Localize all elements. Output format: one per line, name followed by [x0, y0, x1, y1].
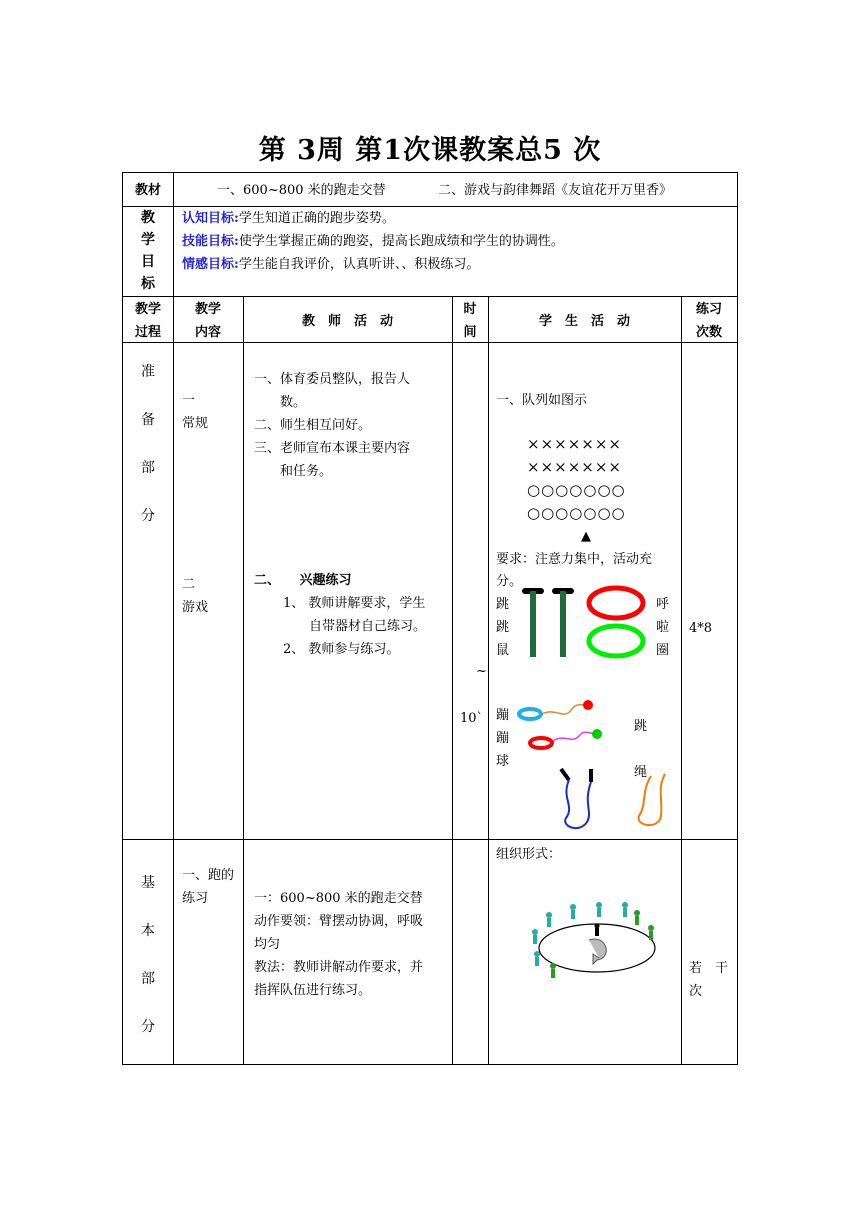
- material-label: 教材: [135, 183, 162, 198]
- prep-content-game: 二 游戏: [182, 577, 209, 615]
- label-tiaotiaoshu: 跳 跳 鼠: [496, 597, 510, 658]
- prep-section-label: 准 备 部 分: [141, 364, 155, 524]
- col-header-process: 教学 过程: [134, 302, 161, 340]
- lesson-plan-table: [122, 172, 738, 1065]
- col-header-count: 练习 次数: [695, 302, 722, 340]
- main-content-running: 一、跑的 练习: [182, 868, 235, 906]
- prep-game-title: 二、 兴趣练习: [254, 573, 352, 588]
- col-header-content: 教学 内容: [194, 302, 221, 340]
- objective-cognitive: 认知目标:学生知道正确的跑步姿势。: [182, 211, 395, 226]
- prep-requirement: 要求：注意力集中，活动充 分。: [496, 552, 653, 589]
- col-header-student: 学 生 活 动: [538, 314, 630, 329]
- label-tiaosheng: 跳 绳: [634, 719, 648, 780]
- teacher-marker-icon: ▲: [581, 529, 591, 544]
- label-bengbengqiu: 蹦 蹦 球: [496, 708, 510, 769]
- pogo-stick-icon: [521, 585, 581, 660]
- jump-rope-icon: [561, 768, 701, 838]
- material-item-2: 二、游戏与韵律舞蹈《友谊花开万里香》: [438, 183, 673, 198]
- prep-teacher-activities: 一、体育委员整队，报告人 数。 二、师生相互问好。 三、老师宣布本课主要内容 和任务。: [254, 372, 411, 479]
- label-hulaquan: 呼 啦 圈: [656, 597, 670, 658]
- prep-count: 4*8: [689, 621, 713, 636]
- prep-time-value: 10`: [460, 711, 484, 726]
- main-section-label: 基 本 部 分: [141, 875, 155, 1035]
- hula-hoop-icon: [583, 585, 649, 665]
- running-track-diagram: [527, 898, 667, 988]
- page-title: 第 3周 第1次课教案总5 次: [258, 135, 602, 166]
- prep-game-items: 1、 教师讲解要求，学生 自带器材自己练习。 2、 教师参与练习。: [283, 596, 427, 657]
- material-item-1: 一、600~800 米的跑走交替: [217, 183, 386, 198]
- prep-time-tilde: ~: [476, 664, 487, 679]
- objectives-label: 教 学 目 标: [141, 210, 155, 292]
- main-teacher-activities: 一：600~800 米的跑走交替 动作要领：臂摆动协调，呼吸 均匀 教法：教师讲解动作要求，并 指挥队伍进行练习。: [254, 891, 424, 998]
- formation-title: 一、队列如图示: [496, 393, 588, 408]
- formation-diagram: ××××××× ××××××× ○○○○○○○ ○○○○○○○: [527, 435, 626, 522]
- col-header-teacher: 教 师 活 动: [301, 314, 393, 329]
- objective-affective: 情感目标:学生能自我评价，认真听讲、、积极练习。: [182, 257, 480, 272]
- org-title: 组织形式：: [496, 847, 562, 862]
- main-count: 若 干 次: [689, 961, 729, 999]
- prep-content-routine: 一 常规: [182, 393, 209, 431]
- col-header-time: 时 间: [463, 302, 477, 340]
- objective-skill: 技能目标:使学生掌握正确的跑姿，提高长跑成绩和学生的协调性。: [182, 234, 564, 249]
- bouncing-ball-icon: [516, 697, 616, 753]
